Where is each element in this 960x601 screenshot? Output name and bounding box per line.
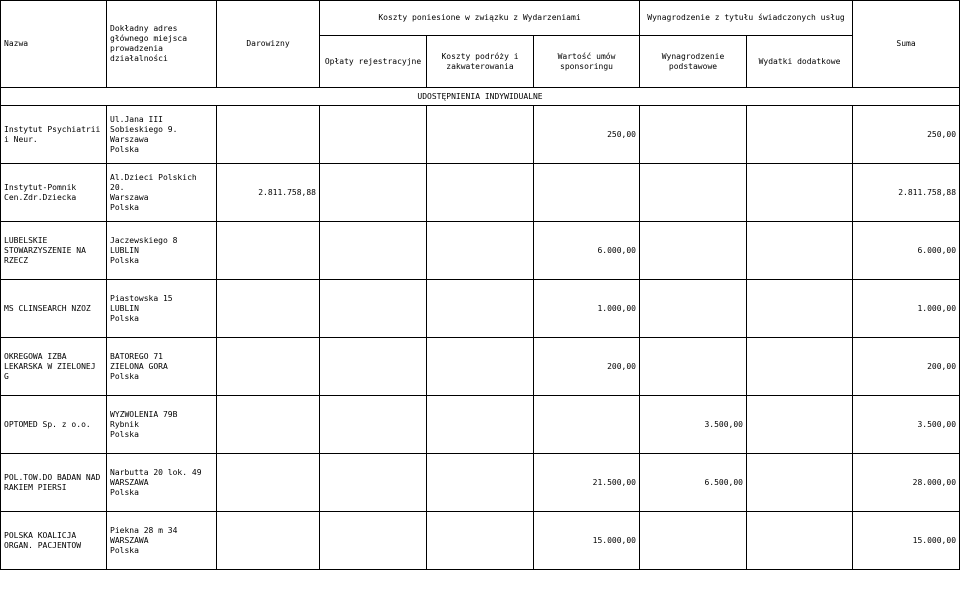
cell-suma: 6.000,00 [853, 222, 960, 280]
address-line: WARSZAWA [110, 535, 149, 545]
cell-nazwa: OPTOMED Sp. z o.o. [1, 396, 107, 454]
cell-podrozy [427, 396, 534, 454]
cell-suma: 1.000,00 [853, 280, 960, 338]
cell-podrozy [427, 280, 534, 338]
cell-wyn-podstawowe [640, 164, 747, 222]
header-sponsoring: Wartość umów sponsoringu [534, 36, 640, 88]
table-row [1, 280, 960, 338]
cell-sponsoring: 21.500,00 [534, 454, 640, 512]
cell-adres [107, 454, 217, 512]
header-wynagrodzenie-group: Wynagrodzenie z tytułu świadczonych usług [640, 1, 853, 36]
cell-nazwa: MS CLINSEARCH NZOZ [1, 280, 107, 338]
cell-oplaty [320, 338, 427, 396]
cell-wydatki [747, 454, 853, 512]
address-line: WYZWOLENIA 79B [110, 409, 178, 419]
address-line: Al.Dzieci Polskich 20. [110, 172, 197, 192]
cell-sponsoring: 250,00 [534, 106, 640, 164]
table-row [1, 106, 960, 164]
cell-nazwa: Instytut-Pomnik Cen.Zdr.Dziecka [1, 164, 107, 222]
cell-sponsoring: 1.000,00 [534, 280, 640, 338]
cell-adres [107, 512, 217, 570]
cell-darowizny [217, 338, 320, 396]
cell-oplaty [320, 512, 427, 570]
cell-sponsoring: 200,00 [534, 338, 640, 396]
cell-darowizny [217, 222, 320, 280]
cell-nazwa: POL.TOW.DO BADAN NAD RAKIEM PIERSI [1, 454, 107, 512]
header-adres: Dokładny adres głównego miejsca prowadzenia działalności [107, 1, 217, 88]
address-line: Piastowska 15 [110, 293, 173, 303]
cell-podrozy [427, 164, 534, 222]
cell-adres [107, 396, 217, 454]
section-title: UDOSTĘPNIENIA INDYWIDUALNE [1, 88, 960, 106]
header-wydatki: Wydatki dodatkowe [747, 36, 853, 88]
address-line: Warszawa [110, 134, 149, 144]
address-line: Polska [110, 144, 139, 154]
address-line: Polska [110, 371, 139, 381]
cell-nazwa: OKREGOWA IZBA LEKARSKA W ZIELONEJ G [1, 338, 107, 396]
address-line: Ul.Jana III Sobieskiego 9. [110, 114, 178, 134]
header-suma: Suma [853, 1, 960, 88]
cell-oplaty [320, 106, 427, 164]
address-line: Polska [110, 202, 139, 212]
table-row [1, 396, 960, 454]
cell-adres [107, 222, 217, 280]
cell-podrozy [427, 512, 534, 570]
cell-wydatki [747, 512, 853, 570]
address-line: Warszawa [110, 192, 149, 202]
cell-oplaty [320, 280, 427, 338]
address-line: Jaczewskiego 8 [110, 235, 178, 245]
table-row [1, 338, 960, 396]
cell-darowizny [217, 454, 320, 512]
cell-sponsoring [534, 164, 640, 222]
address-line: Piekna 28 m 34 [110, 525, 178, 535]
cell-oplaty [320, 164, 427, 222]
cell-podrozy [427, 106, 534, 164]
cell-sponsoring: 15.000,00 [534, 512, 640, 570]
cell-suma: 3.500,00 [853, 396, 960, 454]
address-line: Polska [110, 255, 139, 265]
header-koszty-group: Koszty poniesione w związku z Wydarzeniami [320, 1, 640, 36]
address-line: ZIELONA GORA [110, 361, 168, 371]
cell-suma: 250,00 [853, 106, 960, 164]
cell-suma: 2.811.758,88 [853, 164, 960, 222]
address-line: Polska [110, 545, 139, 555]
cell-wydatki [747, 280, 853, 338]
cell-oplaty [320, 222, 427, 280]
cell-sponsoring: 6.000,00 [534, 222, 640, 280]
cell-wyn-podstawowe: 3.500,00 [640, 396, 747, 454]
cell-wyn-podstawowe [640, 222, 747, 280]
cell-nazwa: Instytut Psychiatrii i Neur. [1, 106, 107, 164]
cell-adres [107, 280, 217, 338]
cell-darowizny [217, 512, 320, 570]
header-nazwa: Nazwa [1, 1, 107, 88]
cell-adres [107, 164, 217, 222]
cell-wydatki [747, 338, 853, 396]
cell-adres [107, 338, 217, 396]
cell-sponsoring [534, 396, 640, 454]
cell-nazwa: LUBELSKIE STOWARZYSZENIE NA RZECZ [1, 222, 107, 280]
address-line: WARSZAWA [110, 477, 149, 487]
cell-nazwa: POLSKA KOALICJA ORGAN. PACJENTOW [1, 512, 107, 570]
address-line: Narbutta 20 lok. 49 [110, 467, 202, 477]
address-line: Polska [110, 313, 139, 323]
cell-podrozy [427, 454, 534, 512]
header-darowizny: Darowizny [217, 1, 320, 88]
cell-darowizny: 2.811.758,88 [217, 164, 320, 222]
header-oplaty: Opłaty rejestracyjne [320, 36, 427, 88]
table-row [1, 454, 960, 512]
address-line: BATOREGO 71 [110, 351, 163, 361]
cell-wyn-podstawowe: 6.500,00 [640, 454, 747, 512]
table-row [1, 164, 960, 222]
cell-suma: 15.000,00 [853, 512, 960, 570]
cell-oplaty [320, 396, 427, 454]
cell-suma: 200,00 [853, 338, 960, 396]
cell-wydatki [747, 164, 853, 222]
cell-darowizny [217, 396, 320, 454]
address-line: LUBLIN [110, 245, 139, 255]
address-line: Polska [110, 429, 139, 439]
header-podrozy: Koszty podróży i zakwaterowania [427, 36, 534, 88]
cell-darowizny [217, 106, 320, 164]
cell-wyn-podstawowe [640, 280, 747, 338]
cell-wydatki [747, 106, 853, 164]
cell-darowizny [217, 280, 320, 338]
address-line: Polska [110, 487, 139, 497]
cell-podrozy [427, 338, 534, 396]
cell-wydatki [747, 396, 853, 454]
table-row [1, 512, 960, 570]
cell-wyn-podstawowe [640, 338, 747, 396]
cell-wyn-podstawowe [640, 106, 747, 164]
cell-suma: 28.000,00 [853, 454, 960, 512]
address-line: LUBLIN [110, 303, 139, 313]
cell-podrozy [427, 222, 534, 280]
cell-wyn-podstawowe [640, 512, 747, 570]
cell-adres [107, 106, 217, 164]
cell-wydatki [747, 222, 853, 280]
cell-oplaty [320, 454, 427, 512]
table-row [1, 222, 960, 280]
address-line: Rybnik [110, 419, 139, 429]
header-wyn-podstawowe: Wynagrodzenie podstawowe [640, 36, 747, 88]
